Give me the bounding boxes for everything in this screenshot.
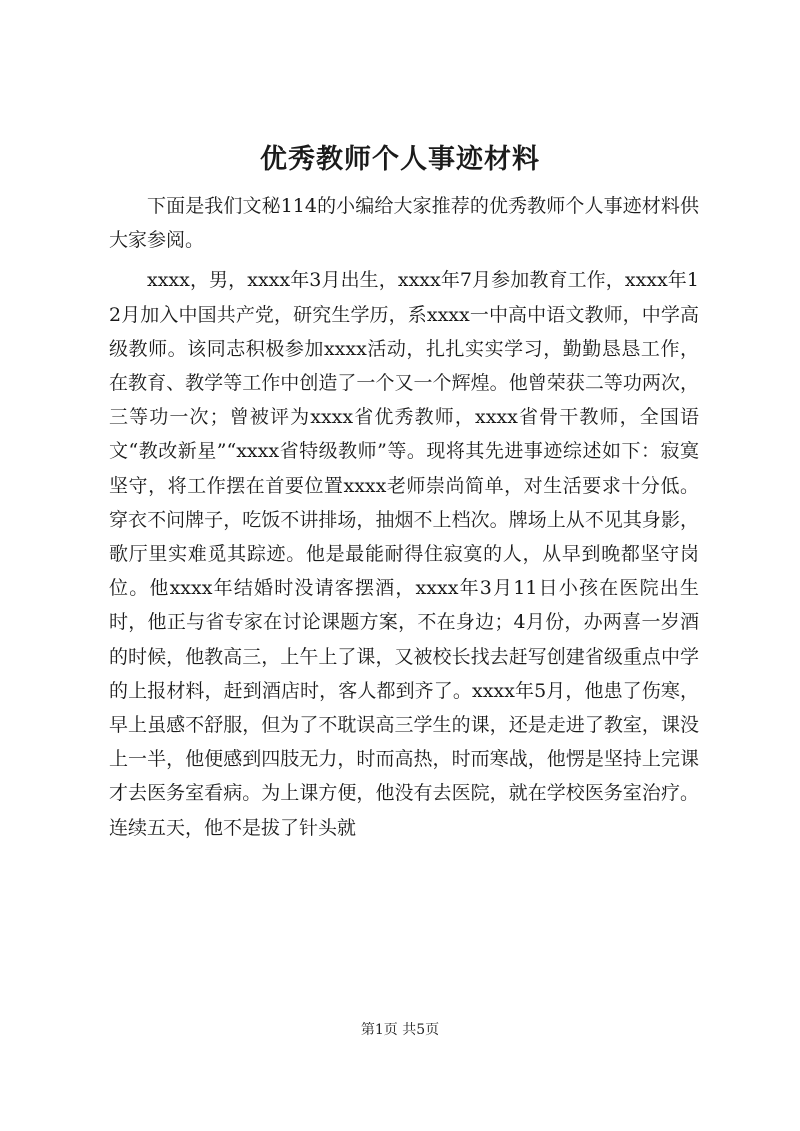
intro-paragraph: 下面是我们文秘114的小编给大家推荐的优秀教师个人事迹材料供大家参阅。 bbox=[109, 195, 699, 252]
document-title: 优秀教师个人事迹材料 bbox=[260, 144, 540, 175]
page-footer: 第1页 共5页 bbox=[360, 1022, 440, 1038]
main-paragraph: xxxx，男，xxxx年3月出生，xxxx年7月参加教育工作，xxxx年12月加入中国共产党，研究生学历，系xxxx一中高中语文教师，中学高级教师。该同志积极参加xxxx活动，扎扎实实学习，勤勤恳恳工作，在教育、教学等工作中创造了一个又一个辉煌。他曾荣获二等功两次，三等功一次；曾被评为xxxx省优秀教师，xxxx省骨干教师，全国语文“教改新星”“xxxx省特级教师”等。现将其先进事迹综述如下：寂寞坚守，将工作摆在首要位置xxxx老师崇尚简单，对生活要求十分低。穿衣不问牌子，吃饭不讲排场，抽烟不上档次。牌场上从不见其身影，歌厅里实难觅其踪迹。他是最能耐得住寂寞的人，从早到晚都坚守岗位。他xxxx年结婚时没请客摆酒，xxxx年3月11日小孩在医院出生时，他正与省专家在讨论课题方案，不在身边；4月份，办两喜一岁酒的时候，他教高三，上午上了课，又被校长找去赶写创建省级重点中学的上报材料，赶到酒店时，客人都到齐了。xxxx年5月，他患了伤寒，早上虽感不舒服，但为了不耽误高三学生的课，还是走进了教室，课没上一半，他便感到四肢无力，时而高热，时而寒战，他愣是坚持上完课才去医务室看病。为上课方便，他没有去医院，就在学校医务室治疗。连续五天，他不是拔了针头就 bbox=[109, 269, 699, 839]
document-body bbox=[109, 189, 699, 845]
